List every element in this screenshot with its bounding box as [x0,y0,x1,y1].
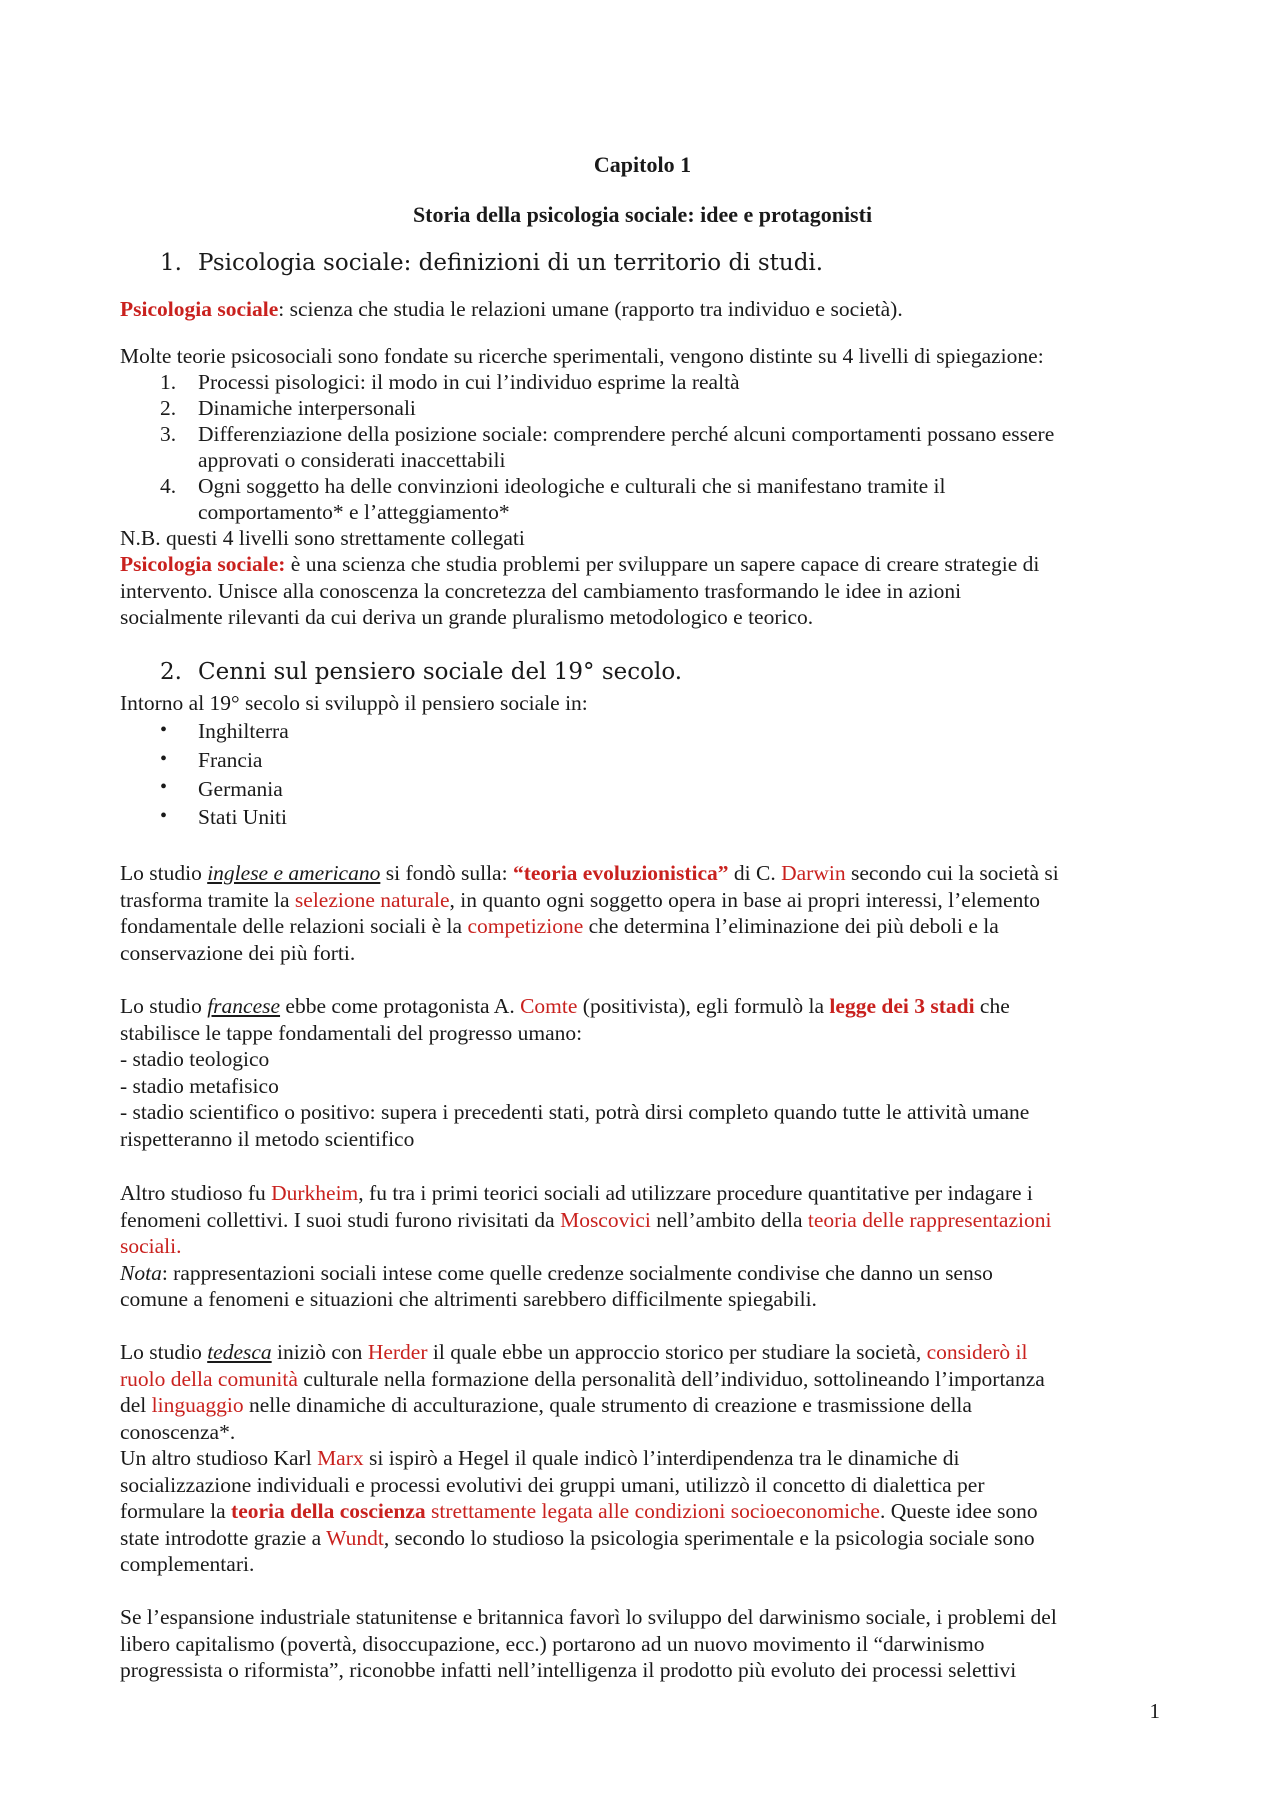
page-number: 1 [1149,1699,1160,1723]
highlight-term: “teoria evoluzionistica” [512,861,729,885]
highlight-name: Durkheim [271,1181,359,1205]
highlight-term: teoria delle rappresentazioni [807,1207,1052,1232]
list-item: Francia [198,748,263,772]
section-1-number: 1. [160,250,182,276]
definition-2-text: intervento. Unisce alla conoscenza la concretezza del cambiamento trasformando le idee in azioni [120,578,962,603]
text: iniziò con [271,1340,368,1364]
list-item: Stati Uniti [198,805,287,829]
text: culturale nella formazione della personalità dell’individuo, sottolineando l’importanza [297,1366,1045,1391]
text: state introdotte grazie a [120,1525,327,1550]
bullet-icon: • [160,719,168,741]
nb-note: N.B. questi 4 livelli sono strettamente collegati [120,526,525,550]
bullet-icon: • [160,805,168,827]
text: . Queste idee sono [879,1499,1038,1523]
text: che determina l’eliminazione dei più deboli e la [583,914,999,938]
text: formulare la [120,1499,232,1523]
bullet-icon: • [160,776,168,798]
text: si fondò sulla: [380,861,513,885]
highlight-name: Herder [367,1340,428,1364]
text: Lo studio [120,994,208,1018]
text: il quale ebbe un approccio storico per studiare la società, [427,1340,927,1364]
highlight-term: competizione [467,914,584,938]
level-number: 1. [160,370,177,394]
text: comune a fenomeni e situazioni che altrimenti sarebbero difficilmente spiegabili. [120,1287,817,1311]
text: rispetteranno il metodo scientifico [120,1126,415,1151]
text: fenomeni collettivi. I suoi studi furono rivisitati da [120,1207,561,1232]
text: ebbe come protagonista A. [280,994,521,1018]
level-text: Ogni soggetto ha delle convinzioni ideologiche e culturali che si manifestano tramite il [198,474,946,498]
term-psicologia-sociale-2: Psicologia sociale: [120,552,286,576]
definition-1-text: : scienza che studia le relazioni umane (rapporto tra individuo e società). [278,297,903,321]
emphasis: inglese e americano [207,861,381,885]
text: progressista o riformista”, riconobbe infatti nell’intelligenza il prodotto più evoluto dei processi selettivi [120,1658,1017,1682]
text: socializzazione individuali e processi evolutivi dei gruppi umani, utilizzò il concetto di dialettica per [120,1472,985,1497]
highlight-term: legge dei 3 stadi [829,994,975,1018]
text: , secondo lo studioso la psicologia sperimentale e la psicologia sociale sono [383,1525,1035,1550]
highlight-term: ruolo della comunità [120,1366,298,1391]
text: secondo cui la società si [845,861,1059,885]
level-number: 4. [160,474,177,498]
text: del [120,1393,152,1417]
text: nelle dinamiche di acculturazione, quale strumento di creazione e trasmissione della [243,1393,972,1417]
text: conservazione dei più forti. [120,940,356,965]
text: complementari. [120,1552,255,1576]
section-1-heading: Psicologia sociale: definizioni di un territorio di studi. [198,250,824,276]
stage-item: - stadio teologico [120,1047,270,1071]
level-text: Dinamiche interpersonali [198,396,416,420]
level-text: Processi pisologici: il modo in cui l’individuo esprime la realtà [198,370,740,394]
highlight-term: selezione naturale [294,887,450,912]
text: stabilisce le tappe fondamentali del progresso umano: [120,1020,583,1045]
text: libero capitalismo (povertà, disoccupazione, ecc.) portarono ad un nuovo movimento il “darwinismo [120,1631,985,1656]
level-text: approvati o considerati inaccettabili [198,448,506,472]
text: nell’ambito della [650,1207,808,1232]
text: Lo studio [120,1340,208,1364]
paragraph-english-american [120,860,1165,966]
paragraph-final [120,1604,1165,1684]
level-number: 2. [160,396,177,420]
paragraph-durkheim [120,1180,1165,1313]
stage-item: - stadio metafisico [120,1073,279,1098]
text: si ispirò a Hegel il quale indicò l’interdipendenza tra le dinamiche di [363,1446,960,1470]
note-label: Nota [120,1260,162,1285]
level-text: comportamento* e l’atteggiamento* [198,500,510,524]
definition-2-text: socialmente rilevanti da cui deriva un grande pluralismo metodologico e teorico. [120,605,814,629]
highlight-term: considerò il [926,1340,1028,1364]
page-title: Storia della psicologia sociale: idee e protagonisti [412,202,873,227]
chapter-title: Capitolo 1 [593,152,692,177]
highlight-name: Marx [317,1446,364,1470]
section-2-heading: Cenni sul pensiero sociale del 19° secolo. [198,659,683,685]
text: di C. [728,861,782,885]
text: trasforma tramite la [120,887,295,912]
text: Se l’espansione industriale statunitense e britannica favorì lo sviluppo del darwinismo sociale, i problemi del [120,1605,1057,1629]
text: Lo studio [120,861,208,885]
definition-2 [120,551,1165,631]
countries-intro: Intorno al 19° secolo si sviluppò il pensiero sociale in: [120,691,588,715]
definition-1 [120,296,1165,323]
highlight-term: sociali. [120,1234,182,1258]
paragraph-french [120,993,1165,1152]
paragraph-marx [120,1445,1165,1578]
text: conoscenza*. [120,1419,236,1444]
text: fondamentale delle relazioni sociali è la [120,914,468,938]
text: : rappresentazioni sociali intese come quelle credenze socialmente condivise che danno un senso [161,1260,993,1285]
text: , fu tra i primi teorici sociali ad utilizzare procedure quantitative per indagare i [358,1181,1033,1205]
bullet-icon: • [160,748,168,770]
highlight-name: Wundt [326,1525,384,1550]
highlight-term: teoria della coscienza [231,1499,426,1523]
highlight-name: Comte [520,994,578,1018]
paragraph-german [120,1339,1165,1445]
level-text: Differenziazione della posizione sociale: comprendere perché alcuni comportamenti possano essere [198,422,1055,446]
emphasis: francese [207,994,281,1018]
highlight-term: strettamente legata alle condizioni socioeconomiche [425,1499,880,1523]
text: (positivista), egli formulò la [577,994,830,1018]
definition-2-text: è una scienza che studia problemi per sviluppare un sapere capace di creare strategie di [285,552,1040,576]
term-psicologia-sociale: Psicologia sociale [120,297,279,321]
text: che [974,994,1010,1018]
level-number: 3. [160,422,177,446]
levels-intro: Molte teorie psicosociali sono fondate su ricerche sperimentali, vengono distinte su 4 livelli di spiegazione: [120,344,1044,368]
highlight-name: Moscovici [560,1207,651,1232]
text: Un altro studioso Karl [120,1446,318,1470]
emphasis: tedesca [207,1340,272,1364]
highlight-term: linguaggio [151,1393,244,1417]
stage-item: - stadio scientifico o positivo: supera i precedenti stati, potrà dirsi completo quando tutte le attività umane [120,1100,1030,1124]
text: Altro studioso fu [120,1181,272,1205]
list-item: Germania [198,777,283,801]
highlight-name: Darwin [781,861,846,885]
text: , in quanto ogni soggetto opera in base ai propri interessi, l’elemento [449,887,1041,912]
section-2-number: 2. [160,659,182,685]
list-item: Inghilterra [198,719,289,743]
